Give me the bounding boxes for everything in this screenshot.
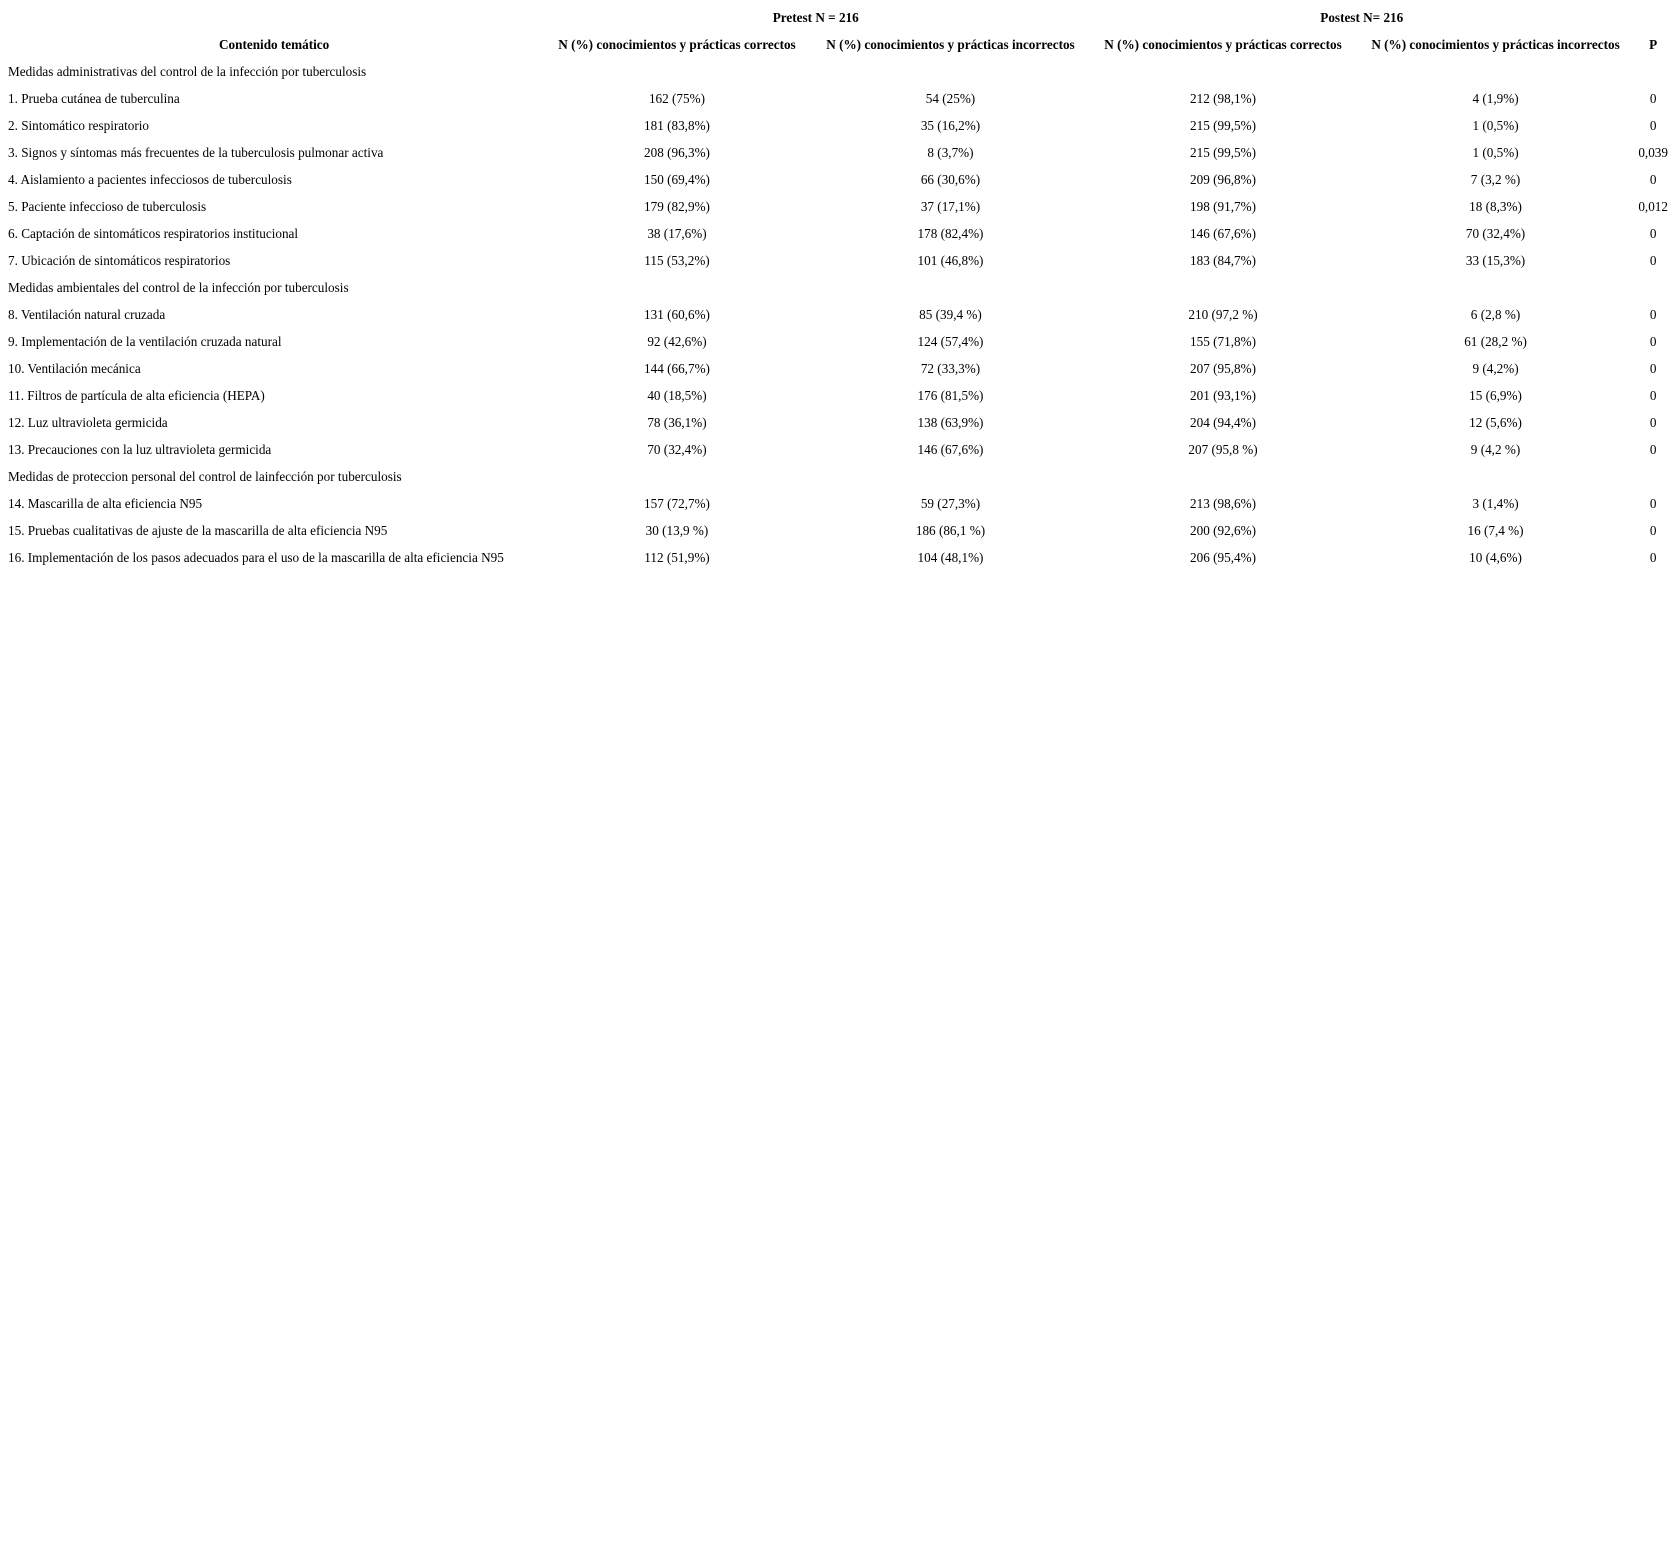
- cell-pre-incorrect: 37 (17,1%): [920, 199, 981, 215]
- table-row: [6, 356, 1672, 383]
- cell-p-value: 0: [1649, 91, 1657, 107]
- cell-post-incorrect: 3 (1,4%): [1472, 496, 1519, 512]
- cell-post-correct: 209 (96,8%): [1190, 172, 1256, 188]
- cell-pre-incorrect: 124 (57,4%): [917, 334, 984, 350]
- cell-post-incorrect: 15 (6,9%): [1469, 388, 1522, 404]
- cell-post-correct: 210 (97,2 %): [1188, 307, 1258, 323]
- section-row: [6, 464, 1672, 491]
- table-row: [6, 194, 1672, 221]
- cell-pre-incorrect: 35 (16,2%): [920, 118, 981, 134]
- cell-post-incorrect: 1 (0,5%): [1472, 145, 1519, 161]
- cell-post-incorrect: 10 (4,6%): [1469, 550, 1522, 566]
- cell-pre-correct: 162 (75%): [648, 91, 705, 107]
- cell-p-value: 0: [1649, 550, 1657, 566]
- cell-post-correct: 215 (99,5%): [1190, 145, 1256, 161]
- cell-pre-incorrect: 101 (46,8%): [917, 253, 984, 269]
- column-header-post-correct: N (%) conocimientos y prácticas correctos: [1104, 37, 1342, 53]
- cell-post-correct: 212 (98,1%): [1190, 91, 1256, 107]
- cell-item: 9. Implementación de la ventilación cruzada natural: [8, 334, 282, 350]
- column-header-p: P: [1649, 37, 1658, 53]
- cell-pre-correct: 179 (82,9%): [644, 199, 710, 215]
- cell-p-value: 0: [1649, 172, 1657, 188]
- cell-item: 11. Filtros de partícula de alta eficiencia (HEPA): [8, 388, 265, 404]
- cell-post-incorrect: 70 (32,4%): [1465, 226, 1526, 242]
- cell-post-correct: 204 (94,4%): [1190, 415, 1256, 431]
- cell-p-value: 0: [1649, 307, 1657, 323]
- cell-pre-correct: 112 (51,9%): [644, 550, 710, 566]
- cell-item: 2. Sintomático respiratorio: [8, 118, 150, 134]
- table-row: [6, 140, 1672, 167]
- cell-p-value: 0: [1649, 388, 1657, 404]
- cell-item: 8. Ventilación natural cruzada: [8, 307, 166, 323]
- table-row: [6, 545, 1672, 572]
- cell-p-value: 0: [1649, 523, 1657, 539]
- cell-pre-incorrect: 66 (30,6%): [920, 172, 981, 188]
- column-header-pre-correct: N (%) conocimientos y prácticas correctos: [558, 37, 796, 53]
- cell-pre-correct: 70 (32,4%): [647, 442, 707, 458]
- cell-item: 16. Implementación de los pasos adecuados para el uso de la mascarilla de alta eficiencia N95: [8, 550, 504, 566]
- cell-post-correct: 155 (71,8%): [1190, 334, 1256, 350]
- section-title: Medidas de proteccion personal del control de lainfección por tuberculosis: [8, 469, 402, 485]
- empty-header-cell: [1634, 5, 1672, 32]
- table-row: [6, 383, 1672, 410]
- cell-pre-incorrect: 8 (3,7%): [927, 145, 974, 161]
- cell-p-value: 0: [1649, 118, 1657, 134]
- cell-post-incorrect: 6 (2,8 %): [1470, 307, 1521, 323]
- cell-post-incorrect: 7 (3,2 %): [1470, 172, 1521, 188]
- cell-post-incorrect: 4 (1,9%): [1472, 91, 1519, 107]
- cell-post-correct: 213 (98,6%): [1190, 496, 1256, 512]
- table-row: [6, 437, 1672, 464]
- section-row: [6, 59, 1672, 86]
- cell-pre-incorrect: 72 (33,3%): [920, 361, 981, 377]
- cell-post-incorrect: 61 (28,2 %): [1464, 334, 1527, 350]
- cell-pre-incorrect: 186 (86,1 %): [915, 523, 986, 539]
- cell-pre-correct: 150 (69,4%): [644, 172, 710, 188]
- cell-post-correct: 146 (67,6%): [1190, 226, 1256, 242]
- cell-item: 13. Precauciones con la luz ultravioleta germicida: [8, 442, 272, 458]
- cell-pre-incorrect: 54 (25%): [925, 91, 976, 107]
- cell-post-incorrect: 1 (0,5%): [1472, 118, 1519, 134]
- cell-item: 7. Ubicación de sintomáticos respiratorios: [8, 253, 231, 269]
- cell-post-correct: 207 (95,8 %): [1188, 442, 1258, 458]
- empty-header-cell: [6, 5, 542, 32]
- section-title: Medidas administrativas del control de la infección por tuberculosis: [8, 64, 367, 80]
- cell-post-correct: 183 (84,7%): [1190, 253, 1256, 269]
- cell-pre-correct: 208 (96,3%): [644, 145, 710, 161]
- cell-p-value: 0: [1649, 361, 1657, 377]
- cell-item: 10. Ventilación mecánica: [8, 361, 141, 377]
- cell-pre-correct: 40 (18,5%): [647, 388, 707, 404]
- cell-pre-correct: 157 (72,7%): [644, 496, 710, 512]
- table-row: [6, 248, 1672, 275]
- column-header-pre-incorrect: N (%) conocimientos y prácticas incorrectos: [826, 37, 1075, 53]
- cell-pre-incorrect: 138 (63,9%): [917, 415, 984, 431]
- table-row: [6, 491, 1672, 518]
- cell-item: 3. Signos y síntomas más frecuentes de la tuberculosis pulmonar activa: [8, 145, 384, 161]
- cell-pre-incorrect: 59 (27,3%): [920, 496, 981, 512]
- table-row: [6, 410, 1672, 437]
- cell-item: 15. Pruebas cualitativas de ajuste de la mascarilla de alta eficiencia N95: [8, 523, 388, 539]
- cell-item: 6. Captación de sintomáticos respiratorios institucional: [8, 226, 299, 242]
- cell-post-incorrect: 9 (4,2 %): [1470, 442, 1521, 458]
- cell-pre-correct: 115 (53,2%): [644, 253, 710, 269]
- pretest-group-header: Pretest N = 216: [772, 10, 859, 26]
- cell-p-value: 0: [1649, 226, 1657, 242]
- cell-p-value: 0: [1649, 253, 1657, 269]
- cell-item: 12. Luz ultravioleta germicida: [8, 415, 168, 431]
- table-row: [6, 329, 1672, 356]
- cell-pre-incorrect: 178 (82,4%): [917, 226, 984, 242]
- cell-pre-correct: 38 (17,6%): [647, 226, 707, 242]
- table-row: [6, 167, 1672, 194]
- cell-p-value: 0: [1649, 415, 1657, 431]
- cell-pre-correct: 181 (83,8%): [644, 118, 710, 134]
- cell-pre-correct: 30 (13,9 %): [645, 523, 709, 539]
- postest-group-header: Postest N= 216: [1320, 10, 1404, 26]
- column-header-post-incorrect: N (%) conocimientos y prácticas incorrectos: [1371, 37, 1620, 53]
- cell-item: 4. Aislamiento a pacientes infecciosos de tuberculosis: [8, 172, 292, 188]
- column-header-contenido: Contenido temático: [219, 37, 330, 53]
- cell-post-correct: 201 (93,1%): [1190, 388, 1256, 404]
- section-row: [6, 275, 1672, 302]
- cell-pre-incorrect: 146 (67,6%): [917, 442, 984, 458]
- cell-post-incorrect: 16 (7,4 %): [1467, 523, 1524, 539]
- cell-p-value: 0: [1649, 334, 1657, 350]
- table-body: [6, 59, 1672, 572]
- cell-post-incorrect: 33 (15,3%): [1465, 253, 1526, 269]
- cell-post-correct: 200 (92,6%): [1190, 523, 1256, 539]
- cell-item: 14. Mascarilla de alta eficiencia N95: [8, 496, 203, 512]
- cell-post-correct: 207 (95,8%): [1190, 361, 1256, 377]
- cell-pre-correct: 131 (60,6%): [644, 307, 710, 323]
- cell-post-correct: 198 (91,7%): [1190, 199, 1256, 215]
- cell-p-value: 0,039: [1638, 145, 1668, 161]
- table-row: [6, 302, 1672, 329]
- cell-pre-incorrect: 104 (48,1%): [917, 550, 984, 566]
- cell-pre-correct: 144 (66,7%): [644, 361, 710, 377]
- cell-post-correct: 215 (99,5%): [1190, 118, 1256, 134]
- table-row: [6, 113, 1672, 140]
- column-header-row: [6, 32, 1672, 59]
- cell-item: 5. Paciente infeccioso de tuberculosis: [8, 199, 207, 215]
- cell-p-value: 0,012: [1638, 199, 1668, 215]
- cell-pre-incorrect: 176 (81,5%): [917, 388, 984, 404]
- section-title: Medidas ambientales del control de la infección por tuberculosis: [8, 280, 349, 296]
- cell-p-value: 0: [1649, 496, 1657, 512]
- cell-item: 1. Prueba cutánea de tuberculina: [8, 91, 180, 107]
- table-row: [6, 221, 1672, 248]
- cell-pre-correct: 78 (36,1%): [647, 415, 707, 431]
- cell-pre-correct: 92 (42,6%): [647, 334, 707, 350]
- cell-post-incorrect: 18 (8,3%): [1469, 199, 1522, 215]
- cell-post-incorrect: 9 (4,2%): [1472, 361, 1519, 377]
- cell-pre-incorrect: 85 (39,4 %): [919, 307, 982, 323]
- cell-p-value: 0: [1649, 442, 1657, 458]
- cell-post-correct: 206 (95,4%): [1190, 550, 1256, 566]
- table-row: [6, 86, 1672, 113]
- table-header: [6, 5, 1672, 59]
- group-header-row: [6, 5, 1672, 32]
- results-table: [6, 5, 1672, 572]
- cell-post-incorrect: 12 (5,6%): [1469, 415, 1522, 431]
- table-row: [6, 518, 1672, 545]
